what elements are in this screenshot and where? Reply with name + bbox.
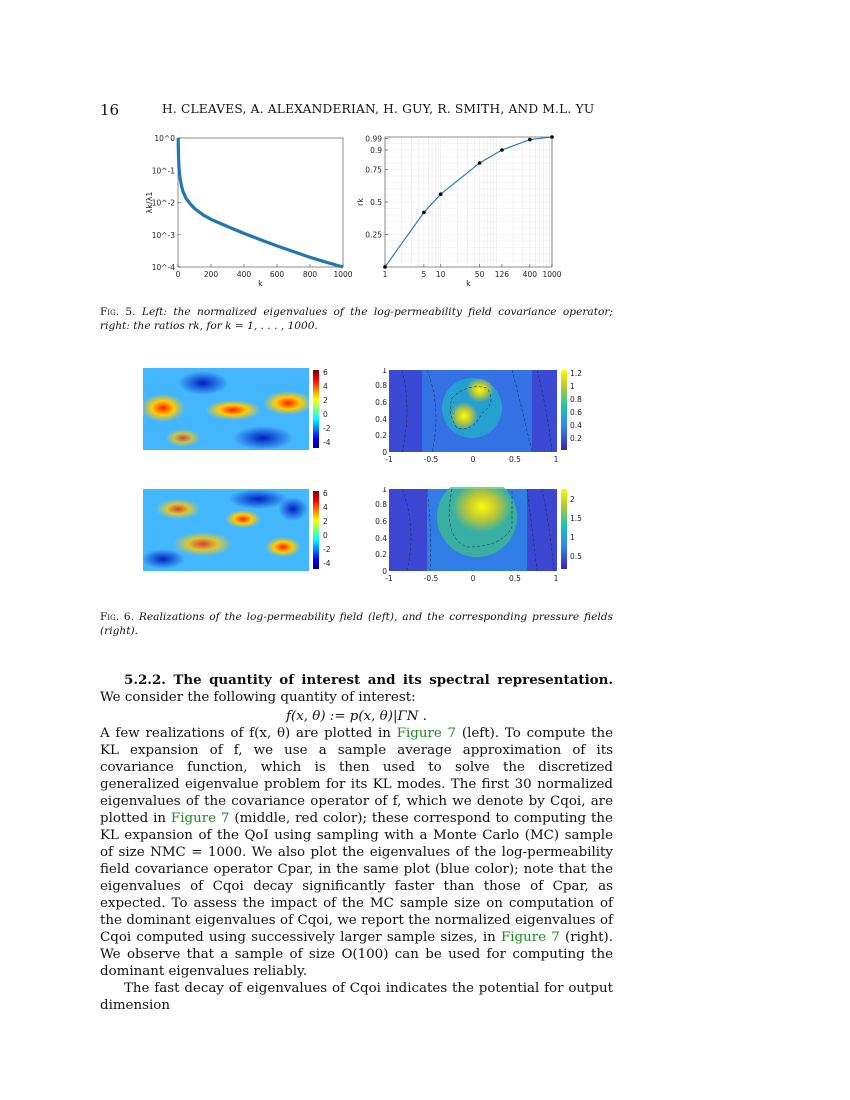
section-intro: We consider the following quantity of interest:: [100, 690, 416, 705]
fig6-perm-field-bottom: [143, 489, 343, 574]
cbar-tick: 0.8: [570, 395, 582, 404]
fig6-label: Fig. 6.: [100, 611, 135, 623]
y-tick: 0.4: [375, 415, 387, 424]
fig5-left-eigenvalue-plot: [140, 130, 355, 295]
cbar-tick: 6: [323, 368, 328, 377]
x-tick: -1: [385, 455, 393, 464]
cbar-tick: 1: [570, 382, 575, 391]
x-tick: 1: [553, 455, 559, 464]
x-tick: -0.5: [423, 455, 439, 464]
cbar-tick: 2: [570, 495, 575, 504]
paragraph-text: (right). We observe that a sample of size O(100) can be used for computing the dominant eigenvalues reliably.: [100, 930, 613, 979]
y-axis-label: λk/λ1: [145, 191, 154, 214]
running-head: H. CLEAVES, A. ALEXANDERIAN, H. GUY, R. SMITH, AND M.L. YU: [162, 102, 595, 116]
y-axis-label: rk: [356, 198, 365, 206]
fig5-caption-text: Left: the normalized eigenvalues of the log-permeability field covariance operator; right: the ratios rk, for k = 1, . . . , 1000.: [100, 306, 613, 332]
fig5-label: Fig. 5.: [100, 306, 136, 318]
ratio-data-point: [500, 148, 504, 152]
fig6-top-left-colorbar-ticks: [323, 368, 331, 447]
cbar-tick: -4: [323, 438, 331, 447]
x-tick-label: 5: [421, 270, 427, 279]
figure7-link[interactable]: Figure 7: [396, 726, 457, 741]
y-tick-label: 0.5: [370, 198, 382, 207]
fig5-right-ratio-plot: [355, 130, 570, 295]
figure7-link[interactable]: Figure 7: [170, 811, 230, 826]
y-tick-label: 10^0: [154, 134, 175, 143]
cbar-tick: -2: [323, 424, 331, 433]
y-tick-label: 10^-3: [151, 230, 175, 240]
x-tick-label: 126: [494, 270, 510, 279]
cbar-tick: 0.4: [570, 421, 582, 430]
fig6-pressure-field-top: [372, 368, 587, 466]
x-tick-label: 800: [302, 270, 318, 279]
fig6-bottom-left-colorbar-ticks: [323, 489, 331, 568]
y-tick-label: 0.25: [365, 230, 382, 240]
cbar-tick: 4: [323, 503, 328, 512]
y-tick-label: 0.75: [365, 165, 382, 175]
x-tick-label: 1000: [542, 270, 562, 279]
y-tick: 1: [382, 487, 387, 494]
y-tick-label: 10^-1: [151, 166, 175, 176]
ratio-data-point: [528, 138, 532, 142]
x-tick-label: 50: [474, 270, 485, 279]
fig6-top-right-x-ticks: [385, 455, 558, 464]
cbar-tick: -2: [323, 545, 331, 554]
x-tick-label: 10: [435, 270, 446, 279]
fig6-bottom-right-x-ticks: [385, 574, 558, 583]
cbar-tick: 2: [323, 396, 328, 405]
fig5-caption: [100, 305, 613, 333]
y-tick: 0.2: [375, 550, 387, 559]
cbar-tick: 1: [570, 533, 575, 542]
paragraph-text: (left). To compute the KL expansion of f, we use a sample average approximation of its covariance function, which is then used to solve the discretized generalized eigenvalue problem for its KL modes. The first 30 normalized eigenvalues of the covariance operator of f, which we denote by Cqoi, are plotted in: [100, 726, 614, 826]
fig6-pressure-field-bottom: [372, 487, 587, 585]
x-tick: 0.5: [509, 574, 521, 583]
x-tick-label: 1000: [333, 270, 353, 279]
y-tick: 0.8: [375, 500, 387, 509]
x-tick-label: 200: [203, 270, 219, 279]
ratio-data-point: [478, 161, 482, 165]
y-tick: 0.2: [375, 431, 387, 440]
ratio-data-point: [439, 192, 443, 196]
y-tick-label: 0.9: [370, 146, 382, 155]
x-tick-label: 1: [382, 270, 388, 279]
cbar-tick: 0: [323, 531, 328, 540]
paragraph-text: A few realizations of f(x, θ) are plotted in: [100, 726, 397, 741]
x-tick: 0.5: [509, 455, 521, 464]
fig6-bottom-right-y-ticks: [375, 487, 387, 576]
y-tick: 1: [382, 368, 387, 375]
x-tick-label: 400: [236, 270, 252, 279]
x-tick-label: 600: [269, 270, 285, 279]
section-body: [100, 672, 613, 1014]
y-tick-label: 10^-4: [151, 263, 175, 272]
ratio-data-point: [383, 265, 387, 269]
x-tick: 0: [470, 574, 476, 583]
y-tick: 0.6: [375, 517, 387, 526]
ratio-data-point: [422, 211, 426, 215]
cbar-tick: 0.5: [570, 552, 582, 561]
x-tick-label: 400: [522, 270, 538, 279]
ratio-data-point: [550, 135, 554, 139]
fig6-bottom-right-colorbar-ticks: [570, 495, 582, 561]
y-tick-label: 10^-2: [151, 198, 175, 208]
x-tick: 1: [553, 574, 559, 583]
cbar-tick: 6: [323, 489, 328, 498]
fig6-top-right-y-ticks: [375, 368, 387, 457]
cbar-tick: -4: [323, 559, 331, 568]
x-axis-label: k: [258, 279, 263, 288]
fig6-perm-field-top: [143, 368, 343, 453]
y-tick-label: 0.99: [365, 134, 382, 144]
page-header: [100, 101, 620, 121]
y-tick: 0.4: [375, 534, 387, 543]
figure7-link[interactable]: Figure 7: [500, 930, 560, 945]
page-number: 16: [100, 101, 120, 119]
plot-frame: [178, 138, 343, 267]
section-heading: 5.2.2. The quantity of interest and its spectral representation.: [124, 672, 613, 688]
x-tick: -1: [385, 574, 393, 583]
eigenvalue-series-line: [178, 138, 343, 267]
cbar-tick: 1.5: [570, 514, 582, 523]
y-tick: 0.6: [375, 398, 387, 407]
y-tick: 0.8: [375, 381, 387, 390]
cbar-tick: 1.2: [570, 369, 582, 378]
fig6-top-right-colorbar-ticks: [570, 369, 582, 443]
equation-qoi: f(x, θ) := p(x, θ)|ΓN .: [286, 709, 427, 724]
fig6-caption: [100, 610, 613, 638]
x-axis-label: k: [466, 279, 471, 288]
paragraph-2: The fast decay of eigenvalues of Cqoi indicates the potential for output dimension: [100, 981, 613, 1013]
cbar-tick: 0.6: [570, 408, 582, 417]
x-tick-label: 0: [175, 270, 181, 279]
x-tick: -0.5: [423, 574, 439, 583]
cbar-tick: 2: [323, 517, 328, 526]
y-tick: 0: [382, 567, 387, 576]
cbar-tick: 0.2: [570, 434, 582, 443]
cbar-tick: 0: [323, 410, 328, 419]
fig6-caption-text: Realizations of the log-permeability field (left), and the corresponding pressure fields (right).: [100, 611, 613, 637]
y-tick: 0: [382, 448, 387, 457]
cbar-tick: 4: [323, 382, 328, 391]
paragraph-text: (middle, red color); these correspond to computing the KL expansion of the QoI using sampling with a Monte Carlo (MC) sample of size NMC = 1000. We also plot the eigenvalues of the log-permeability field covariance operator Cpar, in the same plot (blue color); note that the eigenvalues of Cqoi decay significantly faster than those of Cpar, as expected. To assess the impact of the MC sample size on computation of the dominant eigenvalues of Cqoi, we report the normalized eigenvalues of Cqoi computed using successively larger sample sizes, in: [100, 811, 613, 945]
x-tick: 0: [470, 455, 476, 464]
